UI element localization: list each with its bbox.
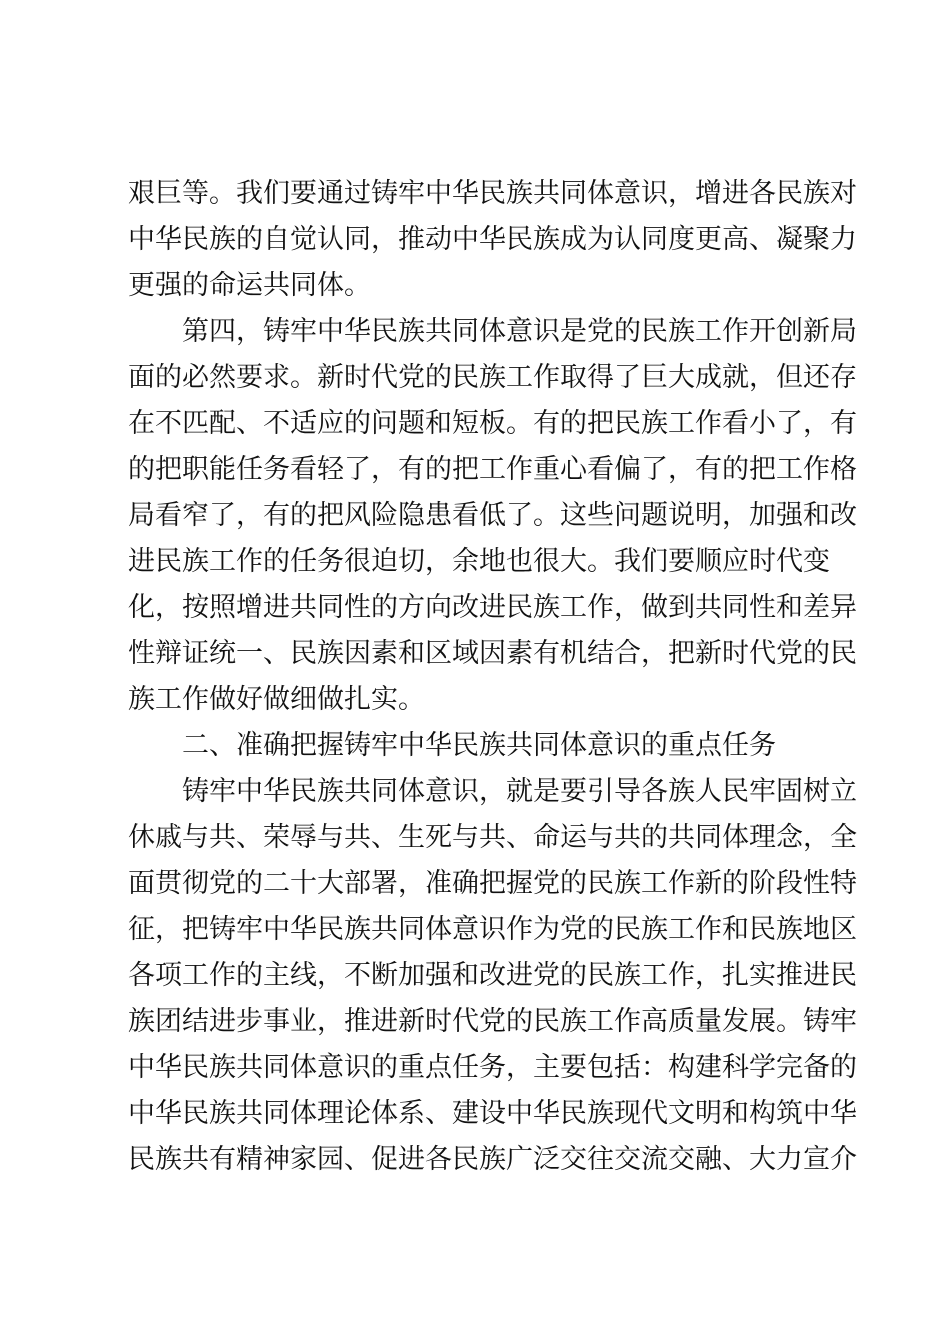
text-line: 进民族工作的任务很迫切，余地也很大。我们要顺应时代变: [128, 546, 830, 577]
text-line: 中华民族的自觉认同，推动中华民族成为认同度更高、凝聚力: [128, 224, 857, 255]
text-line: 艰巨等。我们要通过铸牢中华民族共同体意识，增进各民族对: [128, 178, 857, 209]
text-line: 征，把铸牢中华民族共同体意识作为党的民族工作和民族地区: [128, 914, 857, 945]
text-line: 在不匹配、不适应的问题和短板。有的把民族工作看小了，有: [128, 408, 857, 439]
text-line: 休戚与共、荣辱与共、生死与共、命运与共的共同体理念，全: [128, 822, 857, 853]
text-line: 中华民族共同体意识的重点任务，主要包括：构建科学完备的: [128, 1052, 857, 1083]
text-line: 化，按照增进共同性的方向改进民族工作，做到共同性和差异: [128, 592, 857, 623]
text-line: 各项工作的主线，不断加强和改进党的民族工作，扎实推进民: [128, 960, 857, 991]
paragraph-first-line: 第四，铸牢中华民族共同体意识是党的民族工作开创新局: [182, 316, 857, 347]
text-line: 的把职能任务看轻了，有的把工作重心看偏了，有的把工作格: [128, 454, 857, 485]
text-line: 民族共有精神家园、促进各民族广泛交往交流交融、大力宣介: [128, 1144, 857, 1175]
text-line: 面的必然要求。新时代党的民族工作取得了巨大成就，但还存: [128, 362, 857, 393]
section-heading: 二、准确把握铸牢中华民族共同体意识的重点任务: [182, 730, 776, 761]
text-line: 面贯彻党的二十大部署，准确把握党的民族工作新的阶段性特: [128, 868, 857, 899]
text-line: 局看窄了，有的把风险隐患看低了。这些问题说明，加强和改: [128, 500, 857, 531]
paragraph-first-line: 铸牢中华民族共同体意识，就是要引导各族人民牢固树立: [182, 776, 857, 807]
text-line: 更强的命运共同体。: [128, 270, 371, 301]
text-line: 族工作做好做细做扎实。: [128, 684, 425, 715]
text-line: 性辩证统一、民族因素和区域因素有机结合，把新时代党的民: [128, 638, 857, 669]
text-line: 中华民族共同体理论体系、建设中华民族现代文明和构筑中华: [128, 1098, 857, 1129]
text-line: 族团结进步事业，推进新时代党的民族工作高质量发展。铸牢: [128, 1006, 857, 1037]
